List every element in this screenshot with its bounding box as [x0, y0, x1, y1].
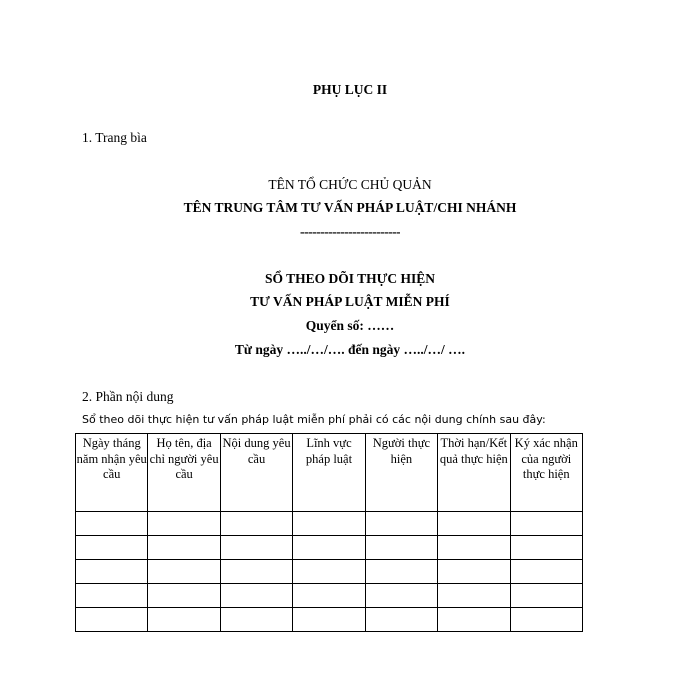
- book-title-line1: SỔ THEO DÕI THỰC HIỆN: [264, 271, 436, 286]
- table-cell: [365, 584, 437, 608]
- table-cell: [293, 584, 365, 608]
- table-cell: [510, 560, 582, 584]
- table-row: [76, 560, 583, 584]
- table-cell: [148, 560, 220, 584]
- table-row: [76, 512, 583, 536]
- table-row: [76, 608, 583, 632]
- table-cell: [293, 536, 365, 560]
- table-cell: [220, 584, 292, 608]
- org-name: TÊN TỔ CHỨC CHỦ QUẢN: [268, 177, 432, 192]
- content-heading: 2. Phần nội dung: [82, 389, 174, 404]
- date-range-line: Từ ngày …../…/…. đến ngày …../…/ ….: [234, 342, 466, 357]
- table-cell: [438, 584, 510, 608]
- header-legal-field: Lĩnh vực pháp luật: [293, 434, 365, 512]
- table-cell: [438, 560, 510, 584]
- appendix-title: PHỤ LỤC II: [312, 82, 388, 97]
- content-intro: Sổ theo dõi thực hiện tư vấn pháp luật miễn phí phải có các nội dung chính sau đây:: [82, 413, 546, 426]
- table-body: [76, 512, 583, 632]
- header-date-received: Ngày tháng năm nhận yêu cầu: [76, 434, 148, 512]
- table-cell: [148, 608, 220, 632]
- table-cell: [365, 536, 437, 560]
- header-performer: Người thực hiện: [365, 434, 437, 512]
- table-cell: [220, 512, 292, 536]
- table-cell: [438, 536, 510, 560]
- table-cell: [293, 560, 365, 584]
- header-request-content: Nội dung yêu cầu: [220, 434, 292, 512]
- table-cell: [438, 512, 510, 536]
- volume-line: Quyển số: ……: [305, 318, 395, 333]
- table-cell: [220, 536, 292, 560]
- table-cell: [510, 512, 582, 536]
- separator-line: -------------------------: [300, 224, 400, 239]
- tracking-table: [75, 433, 583, 632]
- table-row: [76, 584, 583, 608]
- table-cell: [365, 560, 437, 584]
- header-deadline-result: Thời hạn/Kết quả thực hiện: [438, 434, 510, 512]
- table-cell: [76, 560, 148, 584]
- book-title-line2: TƯ VẤN PHÁP LUẬT MIỄN PHÍ: [250, 294, 450, 309]
- table-cell: [148, 536, 220, 560]
- table-cell: [76, 584, 148, 608]
- center-name: TÊN TRUNG TÂM TƯ VẤN PHÁP LUẬT/CHI NHÁNH: [183, 200, 517, 215]
- table-cell: [510, 584, 582, 608]
- cover-heading: 1. Trang bìa: [82, 130, 147, 145]
- table-cell: [76, 536, 148, 560]
- header-signature: Ký xác nhận của người thực hiện: [510, 434, 582, 512]
- table-cell: [438, 608, 510, 632]
- table-cell: [510, 536, 582, 560]
- table-cell: [365, 608, 437, 632]
- table-cell: [510, 608, 582, 632]
- header-requester: Họ tên, địa chỉ người yêu cầu: [148, 434, 220, 512]
- table-cell: [220, 608, 292, 632]
- table-cell: [148, 584, 220, 608]
- table-header-row: [76, 434, 583, 512]
- table-row: [76, 536, 583, 560]
- table-cell: [220, 560, 292, 584]
- table-cell: [293, 608, 365, 632]
- table-cell: [293, 512, 365, 536]
- table-cell: [148, 512, 220, 536]
- table-cell: [76, 512, 148, 536]
- table-cell: [76, 608, 148, 632]
- table-cell: [365, 512, 437, 536]
